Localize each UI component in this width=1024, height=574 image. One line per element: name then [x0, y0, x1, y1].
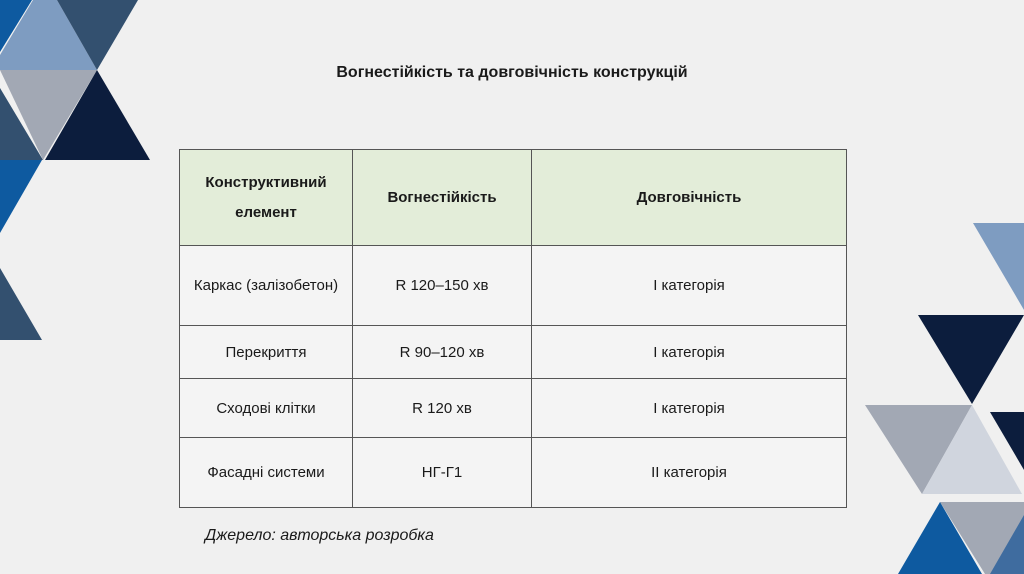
data-table — [179, 149, 847, 508]
cell-element: Фасадні системи — [180, 438, 353, 508]
cell-fire-resistance: R 120–150 хв — [353, 246, 532, 326]
table-row — [180, 379, 847, 438]
triangle-decor — [918, 315, 1024, 404]
table-header-row — [180, 150, 847, 246]
source-note: Джерело: авторська розробка — [205, 527, 434, 544]
table-row — [180, 326, 847, 379]
slide-title: Вогнестійкість та довговічність конструкцій — [336, 64, 688, 81]
cell-durability: II категорія — [532, 438, 847, 508]
cell-fire-resistance: R 120 хв — [353, 379, 532, 438]
header-fire-resistance: Вогнестійкість — [353, 150, 532, 246]
table-row — [180, 246, 847, 326]
cell-fire-resistance: НГ-Г1 — [353, 438, 532, 508]
cell-element: Каркас (залізобетон) — [180, 246, 353, 326]
table-row — [180, 438, 847, 508]
triangle-decor — [0, 268, 42, 340]
cell-element: Сходові клітки — [180, 379, 353, 438]
cell-fire-resistance: R 90–120 хв — [353, 326, 532, 379]
cell-durability: I категорія — [532, 326, 847, 379]
cell-durability: I категорія — [532, 246, 847, 326]
header-durability: Довговічність — [532, 150, 847, 246]
triangle-decor — [0, 160, 42, 233]
triangle-decor — [973, 223, 1024, 310]
header-element: Конструктивний елемент — [180, 150, 353, 246]
cell-element: Перекриття — [180, 326, 353, 379]
cell-durability: I категорія — [532, 379, 847, 438]
